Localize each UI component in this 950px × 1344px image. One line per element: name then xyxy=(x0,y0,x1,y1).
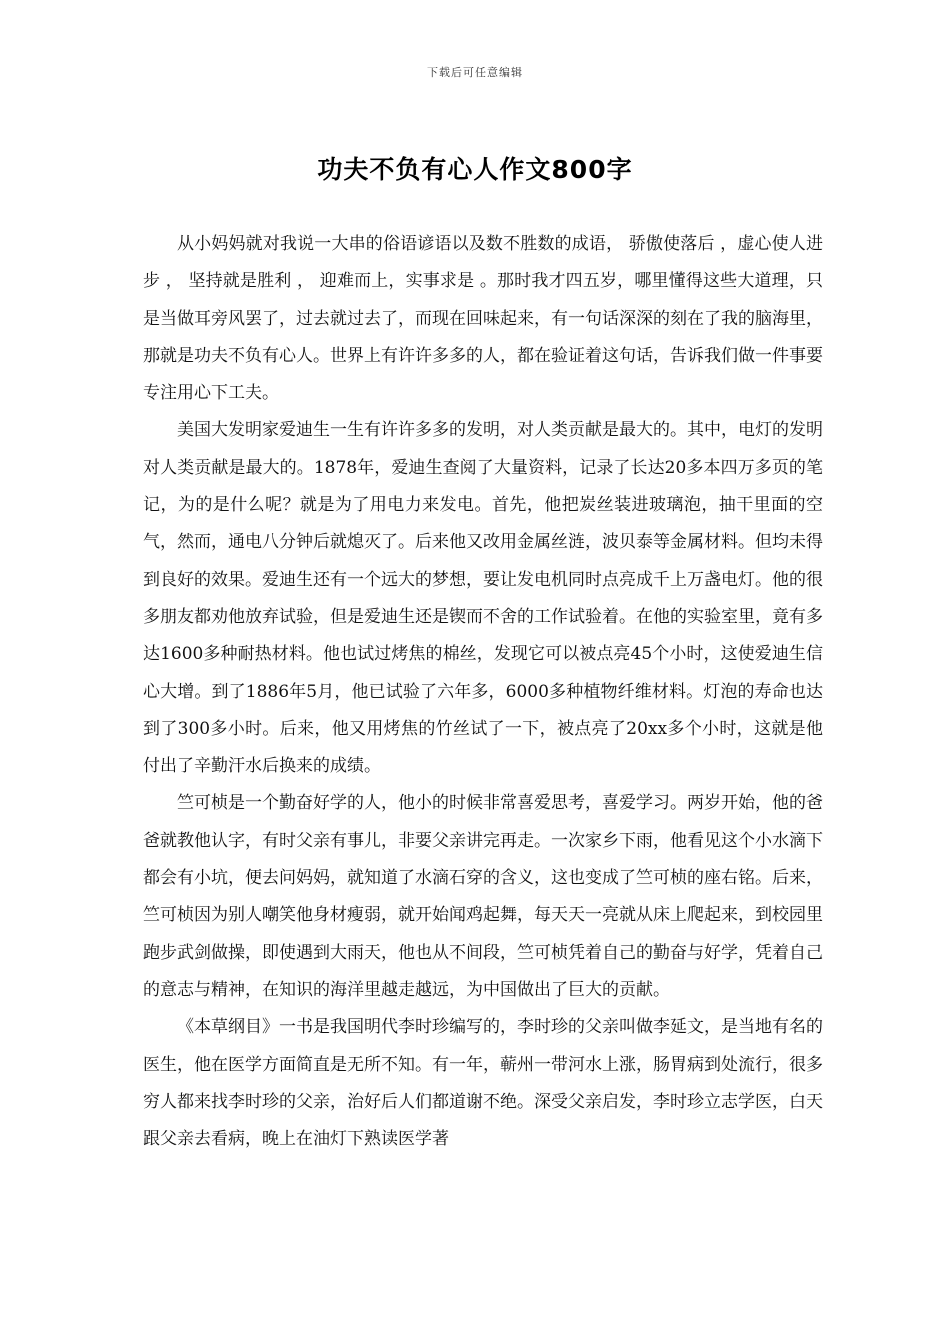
header-note: 下载后可任意编辑 xyxy=(427,66,523,79)
paragraph: 《本草纲目》一书是我国明代李时珍编写的，李时珍的父亲叫做李延文，是当地有名的医生，他在医学方面简直是无所不知。有一年，蕲州一带河水上涨，肠胃病到处流行，很多穷人都来找李时珍的父亲，治好后人们都道谢不绝。深受父亲启发，李时珍立志学医，白天跟父亲去看病，晚上在油灯下熟读医学著 xyxy=(143,1017,823,1150)
document-title: 功夫不负有心人作文800字 xyxy=(317,155,633,184)
paragraph: 美国大发明家爱迪生一生有许许多多的发明，对人类贡献是最大的。其中，电灯的发明对人类贡献是最大的。1878年，爱迪生查阅了大量资料，记录了长达20多本四万多页的笔记，为的是什么呢？就是为了用电力来发电。首先，他把炭丝装进玻璃泡，抽干里面的空气，然而，通电八分钟后就熄灭了。后来他又改用金属丝涟，波贝泰等金属材料。但均未得到良好的效果。爱迪生还有一个远大的梦想，要让发电机同时点亮成千上万盏电灯。他的很多朋友都劝他放弃试验，但是爱迪生还是锲而不舍的工作试验着。在他的实验室里，竟有多达1600多种耐热材料。他也试过烤焦的棉丝，发现它可以被点亮45个小时，这使爱迪生信心大增。到了1886年5月，他已试验了六年多，6000多种植物纤维材料。灯泡的寿命也达到了300多小时。后来，他又用烤焦的竹丝试了一下，被点亮了20xx多个小时，这就是他付出了辛勤汗水后换来的成绩。 xyxy=(143,420,823,777)
paragraph: 从小妈妈就对我说一大串的俗语谚语以及数不胜数的成语， 骄傲使落后 ，虚心使人进步 ， 坚持就是胜利 ， 迎难而上，实事求是 。那时我才四五岁，哪里懂得这些大道理，只是当做耳旁风罢了，过去就过去了，而现在回味起来，有一句话深深的刻在了我的脑海里，那就是功夫不负有心人。世界上有许许多多的人，都在验证着这句话，告诉我们做一件事要专注用心下工夫。 xyxy=(143,234,823,404)
paragraph: 竺可桢是一个勤奋好学的人，他小的时候非常喜爱思考，喜爱学习。两岁开始，他的爸爸就教他认字，有时父亲有事儿，非要父亲讲完再走。一次家乡下雨，他看见这个小水滴下都会有小坑，便去问妈妈，就知道了水滴石穿的含义，这也变成了竺可桢的座右铭。后来，竺可桢因为别人嘲笑他身材瘦弱，就开始闻鸡起舞，每天天一亮就从床上爬起来，到校园里跑步武剑做操，即使遇到大雨天，他也从不间段，竺可桢凭着自己的勤奋与好学，凭着自己的意志与精神，在知识的海洋里越走越远，为中国做出了巨大的贡献。 xyxy=(143,793,823,1000)
document-body xyxy=(143,226,823,1158)
